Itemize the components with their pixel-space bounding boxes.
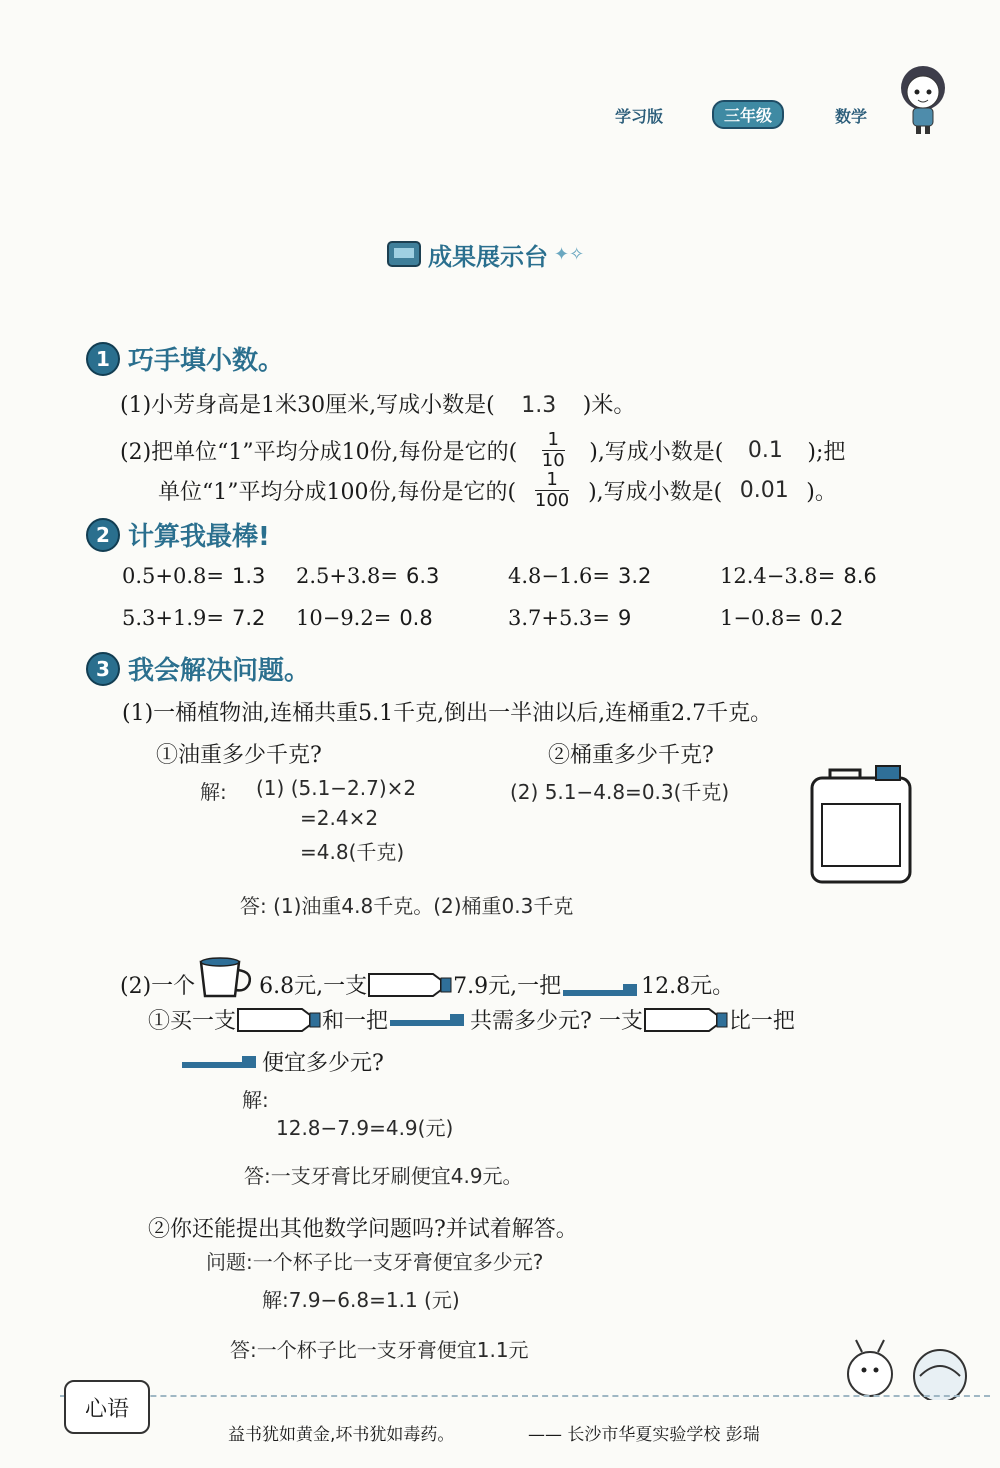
problem-2-q1-text-a: ①买一支	[148, 1009, 237, 1034]
problem-1-solution-1: (1) (5.1−2.7)×2	[256, 776, 417, 800]
header-grade: 三年级	[712, 100, 784, 129]
calc-item	[296, 606, 433, 630]
problem-2-q2-answer: 答:一个杯子比一支牙膏便宜1.1元	[230, 1338, 529, 1362]
footer-quote: 益书犹如黄金,坏书犹如毒药。	[228, 1425, 455, 1445]
calc-answer: 3.2	[618, 564, 652, 588]
problem-1-answer: 答: (1)油重4.8千克。(2)桶重0.3千克	[240, 894, 574, 918]
banner	[386, 236, 584, 272]
toothbrush-icon	[180, 1052, 262, 1072]
calc-answer: 1.3	[232, 564, 266, 588]
blackboard-icon	[386, 236, 422, 272]
q1-answer: 1.3	[521, 393, 557, 418]
problem-2-q1-text-d: 比一把	[728, 1009, 795, 1034]
fraction-1-10	[542, 430, 565, 471]
q2-text-d: 单位“1”平均分成100份,每份是它的(	[158, 480, 517, 505]
calc-answer: 0.2	[809, 606, 844, 630]
q2-text-e: ),写成小数是(	[588, 480, 723, 505]
problem-2-line	[120, 956, 734, 1000]
footer-author: —— 长沙市华夏实验学校 彭瑞	[528, 1425, 760, 1445]
calc-answer: 7.2	[232, 606, 266, 630]
calc-answer: 6.3	[406, 564, 440, 588]
problem-2-q2-problem: 问题:一个杯子比一支牙膏便宜多少元?	[206, 1250, 544, 1274]
calc-item	[508, 606, 631, 630]
calc-item	[508, 564, 651, 588]
q2-text-a: (2)把单位“1”平均分成10份,每份是它的(	[120, 440, 518, 465]
toothbrush-icon	[388, 1010, 470, 1030]
section-3-title	[86, 650, 310, 687]
toothpaste-icon	[367, 970, 453, 1000]
problem-1-solution-label: 解:	[200, 780, 227, 804]
problem-1-q2: ②桶重多少千克?	[548, 743, 714, 768]
calc-answer: 0.8	[399, 606, 433, 630]
problem-2-text-c: 7.9元,一把	[453, 974, 562, 999]
calc-answer: 9	[618, 606, 632, 630]
problem-2-text-b: 6.8元,一支	[259, 974, 368, 999]
section-1-heading: 巧手填小数。	[128, 346, 285, 376]
cup-icon	[195, 956, 259, 1000]
q2-text-f: )。	[806, 480, 837, 505]
sparkle-icon: ✦✧	[554, 243, 585, 265]
problem-2-solution: 12.8−7.9=4.9(元)	[276, 1116, 454, 1140]
calc-expr: 12.4−3.8=	[720, 564, 836, 588]
problem-2-q1-text-e: 便宜多少元?	[262, 1051, 384, 1076]
header-subject: 数学	[835, 107, 868, 126]
problem-2-q1-line-2	[180, 1046, 384, 1077]
q2-decimal-1: 0.1	[747, 438, 783, 463]
problem-2-q2-solution: 解:7.9−6.8=1.1 (元)	[262, 1288, 460, 1312]
section-2-number: 2	[86, 518, 120, 552]
banner-title: 成果展示台	[428, 242, 548, 271]
girl-mascot-icon	[888, 58, 958, 138]
toothbrush-icon	[561, 980, 641, 1000]
problem-2-text-d: 12.8元。	[641, 974, 735, 999]
calc-item	[720, 564, 877, 588]
q2-line-2	[158, 470, 837, 511]
calc-item	[720, 606, 843, 630]
problem-1-text: (1)一桶植物油,连桶共重5.1千克,倒出一半油以后,连桶重2.7千克。	[122, 701, 773, 726]
problem-2-q1-text-c: 共需多少元? 一支	[470, 1009, 643, 1034]
problem-2-q1-text-b: 和一把	[322, 1009, 389, 1034]
calc-item	[296, 564, 439, 588]
calc-expr: 10−9.2=	[296, 606, 392, 630]
q2-text-b: ),写成小数是(	[589, 440, 724, 465]
header-edition: 学习版	[615, 107, 664, 126]
footer-label: 心语	[64, 1380, 150, 1434]
q1-line	[120, 388, 635, 419]
calc-expr: 1−0.8=	[720, 606, 802, 630]
problem-1-solution-4: =4.8(千克)	[300, 840, 405, 864]
q2-text-c: );把	[807, 440, 846, 465]
toothpaste-icon	[236, 1005, 322, 1035]
footer-divider	[60, 1395, 990, 1447]
frac1-num: 1	[547, 429, 559, 450]
calc-expr: 2.5+3.8=	[296, 564, 398, 588]
problem-2-q2: ②你还能提出其他数学问题吗?并试着解答。	[148, 1217, 578, 1242]
calc-item	[122, 564, 265, 588]
section-3-number: 3	[86, 652, 120, 686]
problem-2-answer: 答:一支牙膏比牙刷便宜4.9元。	[244, 1164, 523, 1188]
q2-decimal-2: 0.01	[739, 478, 789, 503]
calc-expr: 5.3+1.9=	[122, 606, 224, 630]
oil-barrel-icon	[808, 764, 914, 886]
q1-end: )米。	[582, 393, 636, 418]
problem-2-text-a: (2)一个	[120, 974, 196, 999]
fraction-1-100	[535, 470, 569, 511]
problem-1-solution-3: =2.4×2	[300, 806, 379, 830]
calc-expr: 4.8−1.6=	[508, 564, 610, 588]
q2-line-1	[120, 430, 845, 471]
problem-1-solution-2: (2) 5.1−4.8=0.3(千克)	[510, 780, 730, 804]
frac2-den: 100	[534, 490, 570, 511]
section-1-title	[86, 340, 284, 377]
calc-expr: 0.5+0.8=	[122, 564, 224, 588]
calc-item	[122, 606, 265, 630]
section-1-number: 1	[86, 342, 120, 376]
frac1-den: 10	[541, 450, 565, 471]
problem-1-q1: ①油重多少千克?	[156, 743, 322, 768]
section-2-heading: 计算我最棒!	[128, 522, 270, 552]
calc-expr: 3.7+5.3=	[508, 606, 610, 630]
section-2-title	[86, 516, 270, 553]
bug-mascot-icon	[836, 1336, 986, 1400]
problem-2-q1-line	[148, 1004, 795, 1035]
problem-2-solution-label: 解:	[242, 1088, 269, 1112]
section-3-heading: 我会解决问题。	[128, 656, 311, 686]
toothpaste-icon	[643, 1005, 729, 1035]
calc-answer: 8.6	[843, 564, 877, 588]
q1-text: (1)小芳身高是1米30厘米,写成小数是(	[120, 393, 495, 418]
frac2-num: 1	[546, 469, 558, 490]
